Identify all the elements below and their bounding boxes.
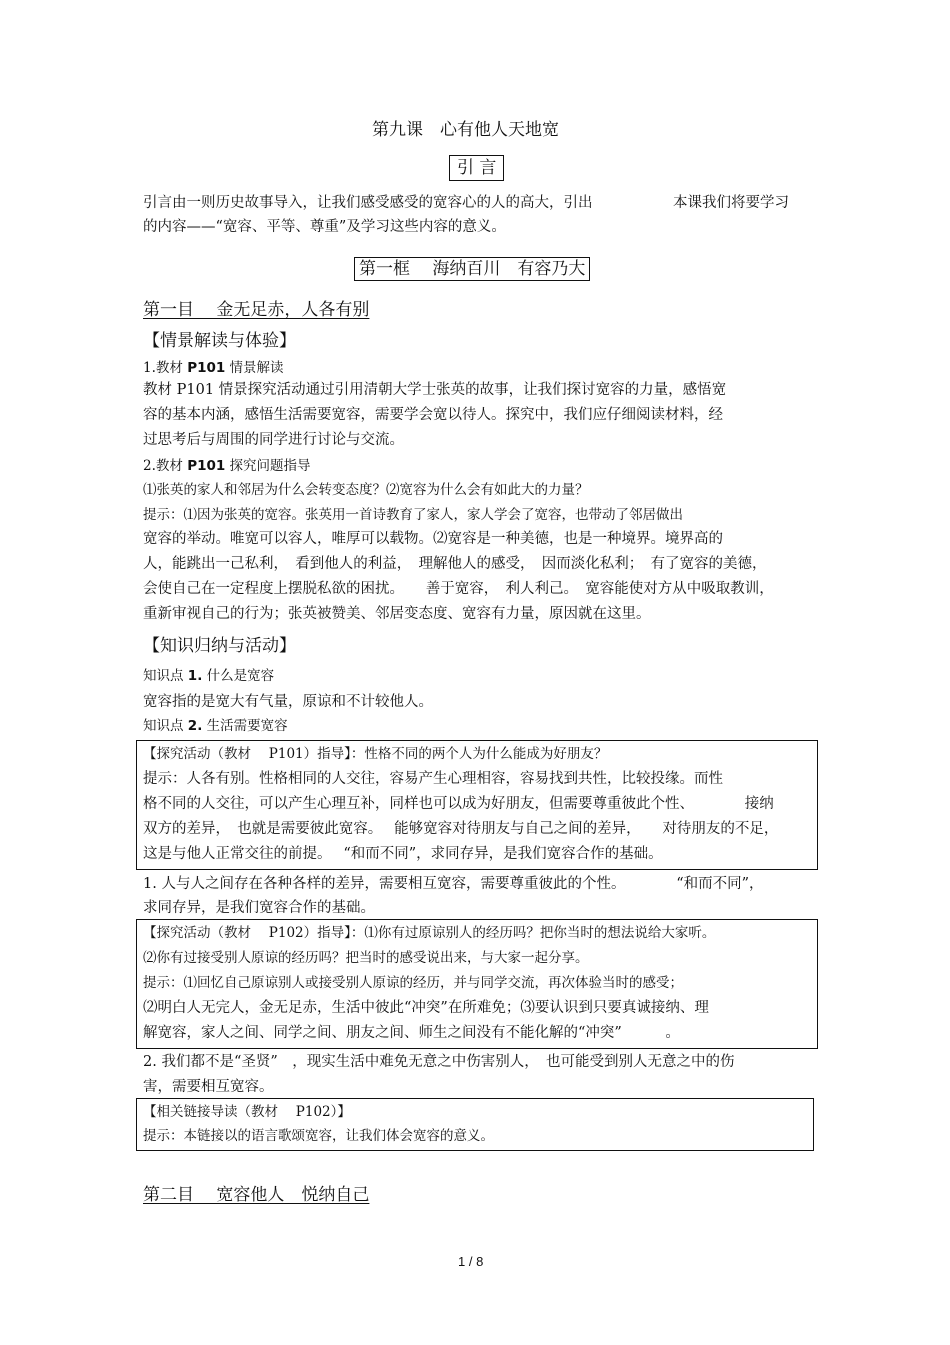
summary-point-2-line: 2. 我们都不是“圣贤” ，现实生活中难免无意之中伤害别人， 也可能受到别人无意之中的伤 xyxy=(143,1054,735,1070)
summary-point-2-line: 害，需要相互宽容。 xyxy=(143,1079,274,1095)
hint-line: 宽容的举动。唯宽可以容人，唯厚可以载物。⑵宽容是一种美德，也是一种境界。境界高的 xyxy=(143,531,723,547)
section-1-heading: 第一目 金无足赤，人各有别 xyxy=(143,300,370,320)
item-2: 2.教材 P101 探究问题指导 xyxy=(143,458,311,474)
question-line: ⑴张英的家人和邻居为什么会转变态度？⑵宽容为什么会有如此大的力量？ xyxy=(143,482,589,498)
page-number: 1 / 8 xyxy=(458,1254,484,1269)
box-line: 这是与他人正常交往的前提。 “和而不同”，求同存异，是我们宽容合作的基础。 xyxy=(143,846,663,862)
box-line: 【探究活动（教材 P102）指导】：⑴你有过原谅别人的经历吗？把你当时的想法说给大家听。 xyxy=(143,925,716,941)
intro-heading: 引 言 xyxy=(449,155,504,181)
box-line: 提示：⑴回忆自己原谅别人或接受别人原谅的经历，并与同学交流，再次体验当时的感受； xyxy=(143,975,683,991)
box-line: 提示：本链接以的语言歌颂宽容，让我们体会宽容的意义。 xyxy=(143,1128,494,1144)
knowledge-point-2: 知识点 2. 生活需要宽容 xyxy=(143,718,288,734)
intro-line-1b: 本课我们将要学习 xyxy=(673,195,789,211)
box-line: 双方的差异， 也就是需要彼此宽容。 能够宽容对待朋友与自己之间的差异， 对待朋友的不足， xyxy=(143,821,779,837)
hint-line: 会使自己在一定程度上摆脱私欲的困扰。 善于宽容， 利人利己。 宽容能使对方从中吸取教训， xyxy=(143,581,774,597)
box-line: 格不同的人交往，可以产生心理互补，同样也可以成为好朋友，但需要尊重彼此个性、 接纳 xyxy=(143,796,774,812)
section-2-heading: 第二目 宽容他人 悦纳自己 xyxy=(143,1185,370,1205)
paragraph-line: 教材 P101 情景探究活动通过引用清朝大学士张英的故事，让我们探讨宽容的力量，感悟宽 xyxy=(143,382,727,398)
intro-line-2: 的内容——“宽容、平等、尊重”及学习这些内容的意义。 xyxy=(143,219,506,235)
lesson-title: 第九课 心有他人天地宽 xyxy=(372,120,559,140)
box-line: ⑵你有过接受别人原谅的经历吗？把当时的感受说出来，与大家一起分享。 xyxy=(143,950,589,966)
situation-heading: 【情景解读与体验】 xyxy=(143,331,296,351)
hint-line: 人，能跳出一己私利， 看到他人的利益， 理解他人的感受， 因而淡化私利； 有了宽容的美德， xyxy=(143,556,767,572)
summary-point-1-line: 求同存异，是我们宽容合作的基础。 xyxy=(143,900,375,916)
box-line: 【探究活动（教材 P101）指导】：性格不同的两个人为什么能成为好朋友？ xyxy=(143,746,608,762)
box-line: 提示：人各有别。性格相同的人交往，容易产生心理相容，容易找到共性，比较投缘。而性 xyxy=(143,771,723,787)
intro-line-1a: 引言由一则历史故事导入，让我们感受感受的宽容心的人的高大，引出 xyxy=(143,195,593,211)
box-line: ⑵明白人无完人，金无足赤，生活中彼此“冲突”在所难免；⑶要认识到只要真诚接纳、理 xyxy=(143,1000,709,1016)
knowledge-point-1-definition: 宽容指的是宽大有气量，原谅和不计较他人。 xyxy=(143,694,433,710)
hint-line: 重新审视自己的行为；张英被赞美、邻居变态度、宽容有力量，原因就在这里。 xyxy=(143,606,651,622)
paragraph-line: 过思考后与周围的同学进行讨论与交流。 xyxy=(143,432,404,448)
knowledge-point-1: 知识点 1. 什么是宽容 xyxy=(143,668,275,684)
paragraph-line: 容的基本内涵，感悟生活需要宽容，需要学会宽以待人。探究中，我们应仔细阅读材料，经 xyxy=(143,407,723,423)
hint-line: 提示：⑴因为张英的宽容。张英用一首诗教育了家人，家人学会了宽容，也带动了邻居做出 xyxy=(143,507,683,523)
frame-1-heading: 第一框 海纳百川 有容乃大 xyxy=(354,257,590,281)
summary-point-1-line: 1. 人与人之间存在各种各样的差异，需要相互宽容，需要尊重彼此的个性。 “和而不同”， xyxy=(143,876,764,892)
box-line: 【相关链接导读（教材 P102）】 xyxy=(143,1104,351,1120)
item-1: 1.教材 P101 情景解读 xyxy=(143,360,284,376)
box-line: 解宽容，家人之间、同学之间、朋友之间、师生之间没有不能化解的“冲突” 。 xyxy=(143,1025,680,1041)
knowledge-heading: 【知识归纳与活动】 xyxy=(143,636,296,656)
